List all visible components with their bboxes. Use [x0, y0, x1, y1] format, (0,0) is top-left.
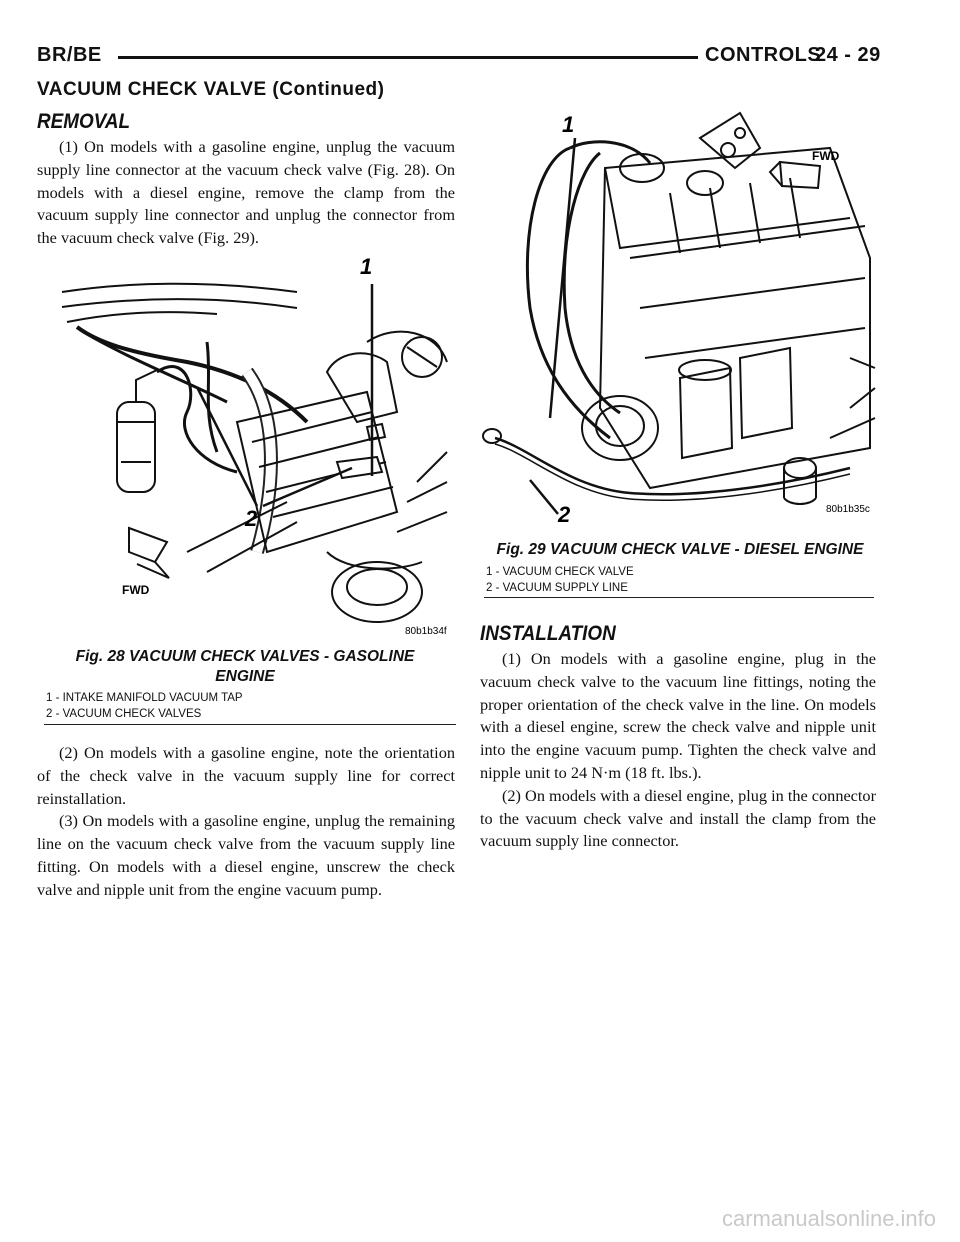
fig29-illustration: [470, 108, 890, 528]
installation-step-2-text: (2) On models with a diesel engine, plug in the connector to the vacuum check valve and install the clamp from the vacuum supply line connector.: [480, 785, 876, 851]
fig29-callout-1: 1: [562, 112, 575, 137]
fig29-legend-item-2: 2 - VACUUM SUPPLY LINE: [486, 582, 628, 594]
fig28-callout-2: 2: [245, 506, 258, 531]
installation-step-1-text: (1) On models with a gasoline engine, plug in the vacuum check valve to the vacuum line fittings, noting the proper orientation of the check valve in the line. On models with a diesel engine, screw the check valve and nipple unit into the engine vacuum pump. Tighten the check valve and nipple unit to 24 N·m (18 ft. lbs.).: [480, 649, 876, 782]
fig29-legend: [486, 564, 634, 596]
fig28-legend-item-2: 2 - VACUUM CHECK VALVES: [46, 708, 202, 720]
watermark: carmanualsonline.info: [722, 1206, 937, 1231]
fig28-legend: [46, 690, 243, 722]
fig28-fwd-label: FWD: [122, 583, 150, 597]
removal-step-1: [37, 136, 455, 250]
fig29-fwd-label: FWD: [812, 149, 840, 163]
removal-step-3-text: (3) On models with a gasoline engine, unplug the remaining line on the vacuum check valve from the vacuum supply line fitting. On models with a diesel engine, unscrew the check valve and nipple unit from the engine vacuum pump.: [37, 811, 455, 899]
fig28-rule: [44, 724, 456, 725]
continued-title: VACUUM CHECK VALVE (Continued): [37, 79, 385, 100]
fig28-caption: [60, 647, 430, 687]
fig28-code: 80b1b34f: [405, 626, 447, 636]
fig29-rule: [484, 597, 874, 598]
fig28-legend-item-1: 1 - INTAKE MANIFOLD VACUUM TAP: [46, 692, 243, 704]
fig29-code: 80b1b35c: [826, 504, 870, 515]
removal-heading: REMOVAL: [37, 110, 131, 133]
fig28-callout-1: 1: [360, 254, 373, 279]
fig28-caption-line-2: ENGINE: [215, 668, 275, 685]
header-page-number: 24 - 29: [815, 44, 881, 66]
installation-heading: INSTALLATION: [480, 622, 616, 645]
fig28-illustration: [37, 252, 457, 636]
header-section: CONTROLS: [705, 44, 822, 66]
header-rule: [118, 56, 698, 59]
fig28-caption-line-1: Fig. 28 VACUUM CHECK VALVES - GASOLINE: [75, 648, 415, 665]
fig29-legend-item-1: 1 - VACUUM CHECK VALVE: [486, 566, 634, 578]
removal-step-2-text: (2) On models with a gasoline engine, note the orientation of the check valve in the vacuum supply line for correct reinstallation.: [37, 743, 455, 808]
installation-steps: [480, 648, 876, 853]
fig29-caption: Fig. 29 VACUUM CHECK VALVE - DIESEL ENGINE: [496, 541, 864, 558]
fig29-callout-2: 2: [558, 502, 571, 527]
removal-step-1-text: (1) On models with a gasoline engine, unplug the vacuum supply line connector at the vacuum check valve (Fig. 28). On models with a diesel engine, remove the clamp from the vacuum supply line connector and unplug the connector from the vacuum check valve (Fig. 29).: [37, 137, 455, 248]
removal-steps-2-3: [37, 742, 455, 902]
header-model: BR/BE: [37, 44, 102, 66]
